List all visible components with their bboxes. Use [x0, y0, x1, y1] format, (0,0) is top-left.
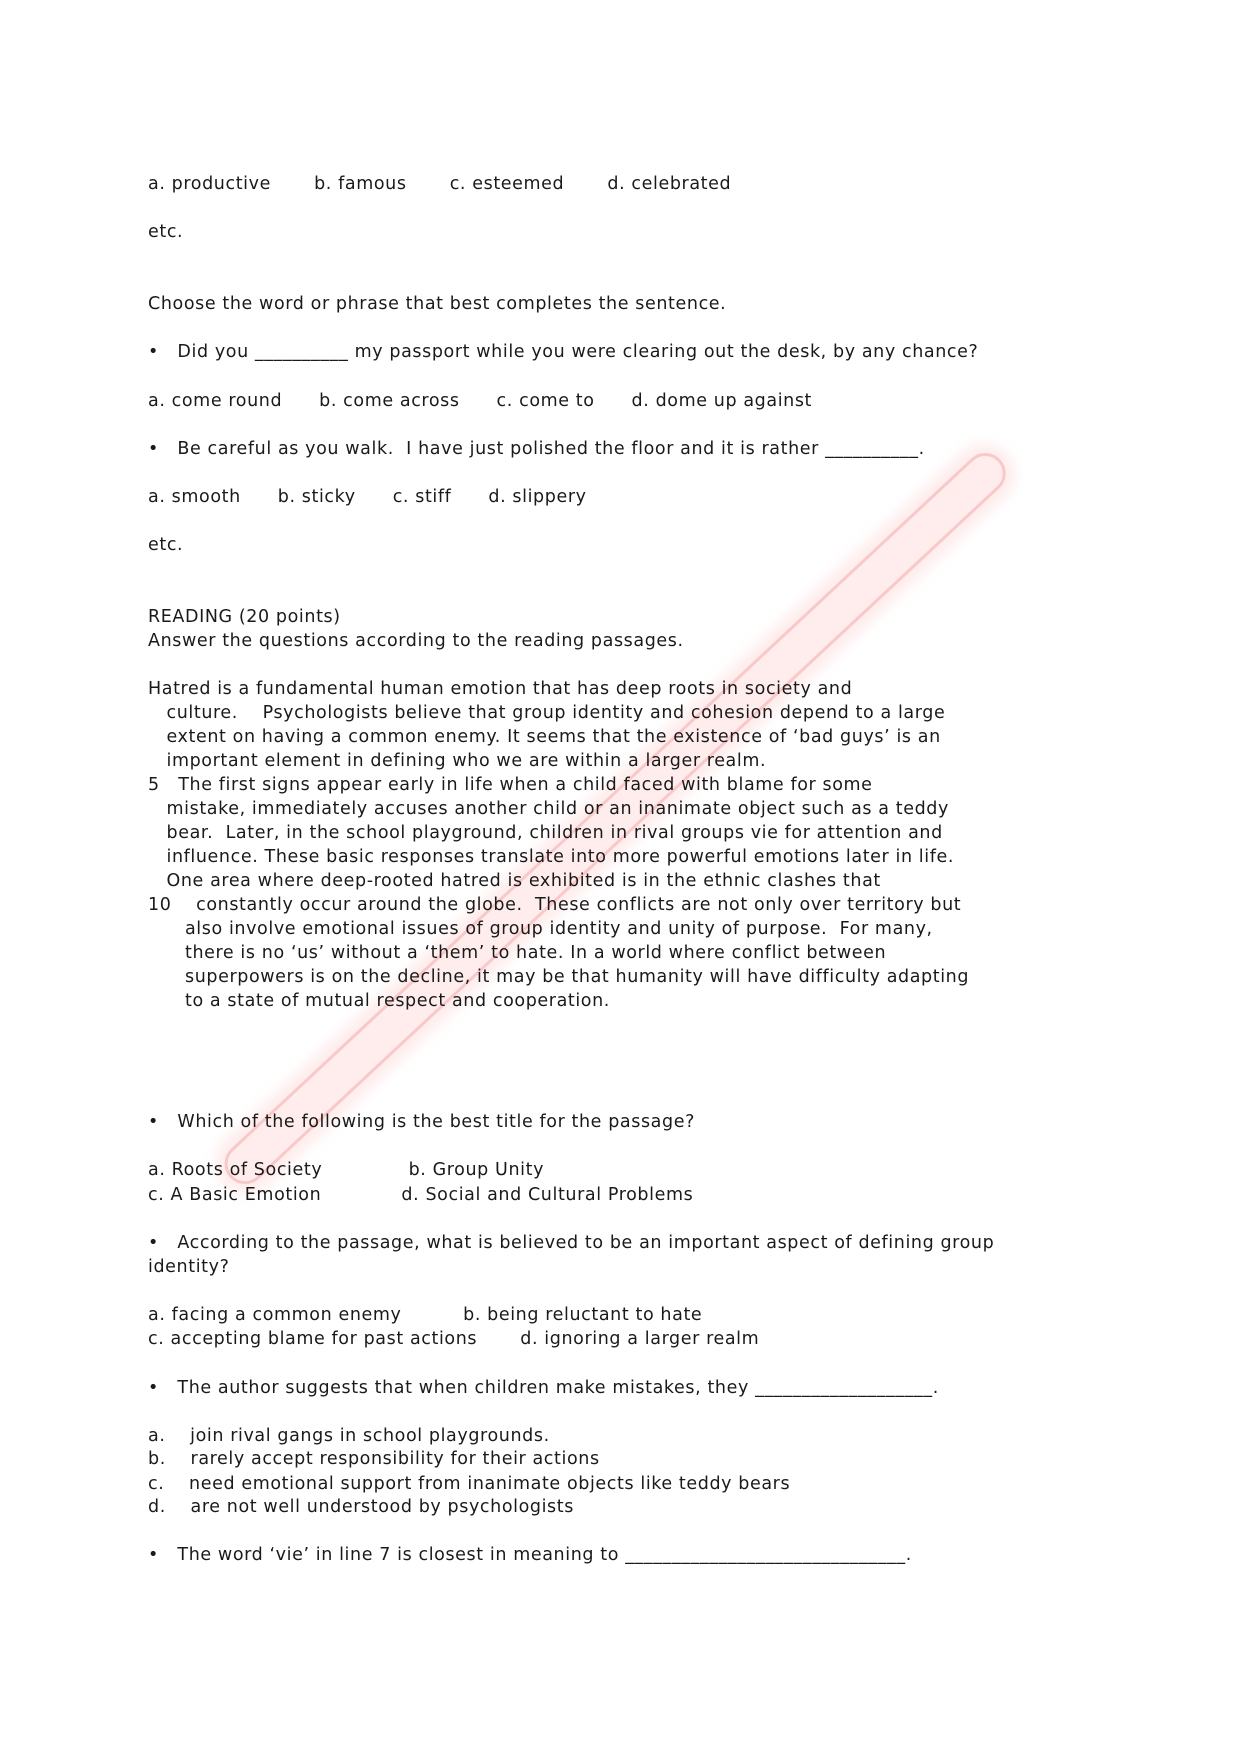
question-line: d. are not well understood by psychologists: [148, 1497, 574, 1517]
question-floor: • Be careful as you walk. I have just polished the floor and it is rather __________.: [148, 439, 925, 459]
question-line: • Which of the following is the best title for the passage?: [148, 1112, 695, 1132]
instructions: Choose the word or phrase that best completes the sentence.: [148, 294, 727, 314]
question-line: c. need emotional support from inanimate objects like teddy bears: [148, 1474, 791, 1494]
passage-line: 10 constantly occur around the globe. These conflicts are not only over territory but: [148, 895, 962, 915]
vocab-options-1: a. productive b. famous c. esteemed d. celebrated: [148, 174, 732, 194]
passage-line: superpowers is on the decline, it may be that humanity will have difficulty adapting: [148, 967, 970, 987]
passage-line: culture. Psychologists believe that group identity and cohesion depend to a large: [148, 703, 946, 723]
options-floor: a. smooth b. sticky c. stiff d. slippery: [148, 487, 587, 507]
question-line: a. Roots of Society b. Group Unity: [148, 1160, 545, 1180]
passage-line: Hatred is a fundamental human emotion that has deep roots in society and: [148, 679, 853, 699]
question-line: • The author suggests that when children make mistakes, they ___________________.: [148, 1378, 939, 1398]
passage-line: there is no ‘us’ without a ‘them’ to hate. In a world where conflict between: [148, 943, 887, 963]
passage-line: extent on having a common enemy. It seems that the existence of ‘bad guys’ is an: [148, 727, 941, 747]
question-passport: • Did you __________ my passport while you were clearing out the desk, by any chance?: [148, 342, 979, 362]
passage-line: mistake, immediately accuses another child or an inanimate object such as a teddy: [148, 799, 949, 819]
passage-line: influence. These basic responses translate into more powerful emotions later in life.: [148, 847, 955, 867]
question-line: • The word ‘vie’ in line 7 is closest in meaning to ______________________________.: [148, 1545, 912, 1565]
question-line: a. facing a common enemy b. being reluctant to hate: [148, 1305, 703, 1325]
passage-line: important element in defining who we are within a larger realm.: [148, 751, 767, 771]
question-line: a. join rival gangs in school playgrounds.: [148, 1426, 550, 1446]
passage-line: also involve emotional issues of group identity and unity of purpose. For many,: [148, 919, 933, 939]
question-line: c. A Basic Emotion d. Social and Cultural Problems: [148, 1185, 694, 1205]
reading-heading: READING (20 points): [148, 607, 341, 627]
question-line: • According to the passage, what is believed to be an important aspect of defining group: [148, 1233, 995, 1253]
passage-line: One area where deep-rooted hatred is exhibited is in the ethnic clashes that: [148, 871, 881, 891]
question-line: identity?: [148, 1257, 230, 1277]
passage-line: to a state of mutual respect and cooperation.: [148, 991, 610, 1011]
etc-1: etc.: [148, 222, 184, 242]
passage-line: 5 The first signs appear early in life when a child faced with blame for some: [148, 775, 873, 795]
reading-instructions: Answer the questions according to the reading passages.: [148, 631, 684, 651]
question-line: b. rarely accept responsibility for their actions: [148, 1449, 600, 1469]
etc-2: etc.: [148, 535, 184, 555]
options-passport: a. come round b. come across c. come to d. dome up against: [148, 391, 813, 411]
passage-line: bear. Later, in the school playground, children in rival groups vie for attention and: [148, 823, 943, 843]
question-line: c. accepting blame for past actions d. ignoring a larger realm: [148, 1329, 760, 1349]
